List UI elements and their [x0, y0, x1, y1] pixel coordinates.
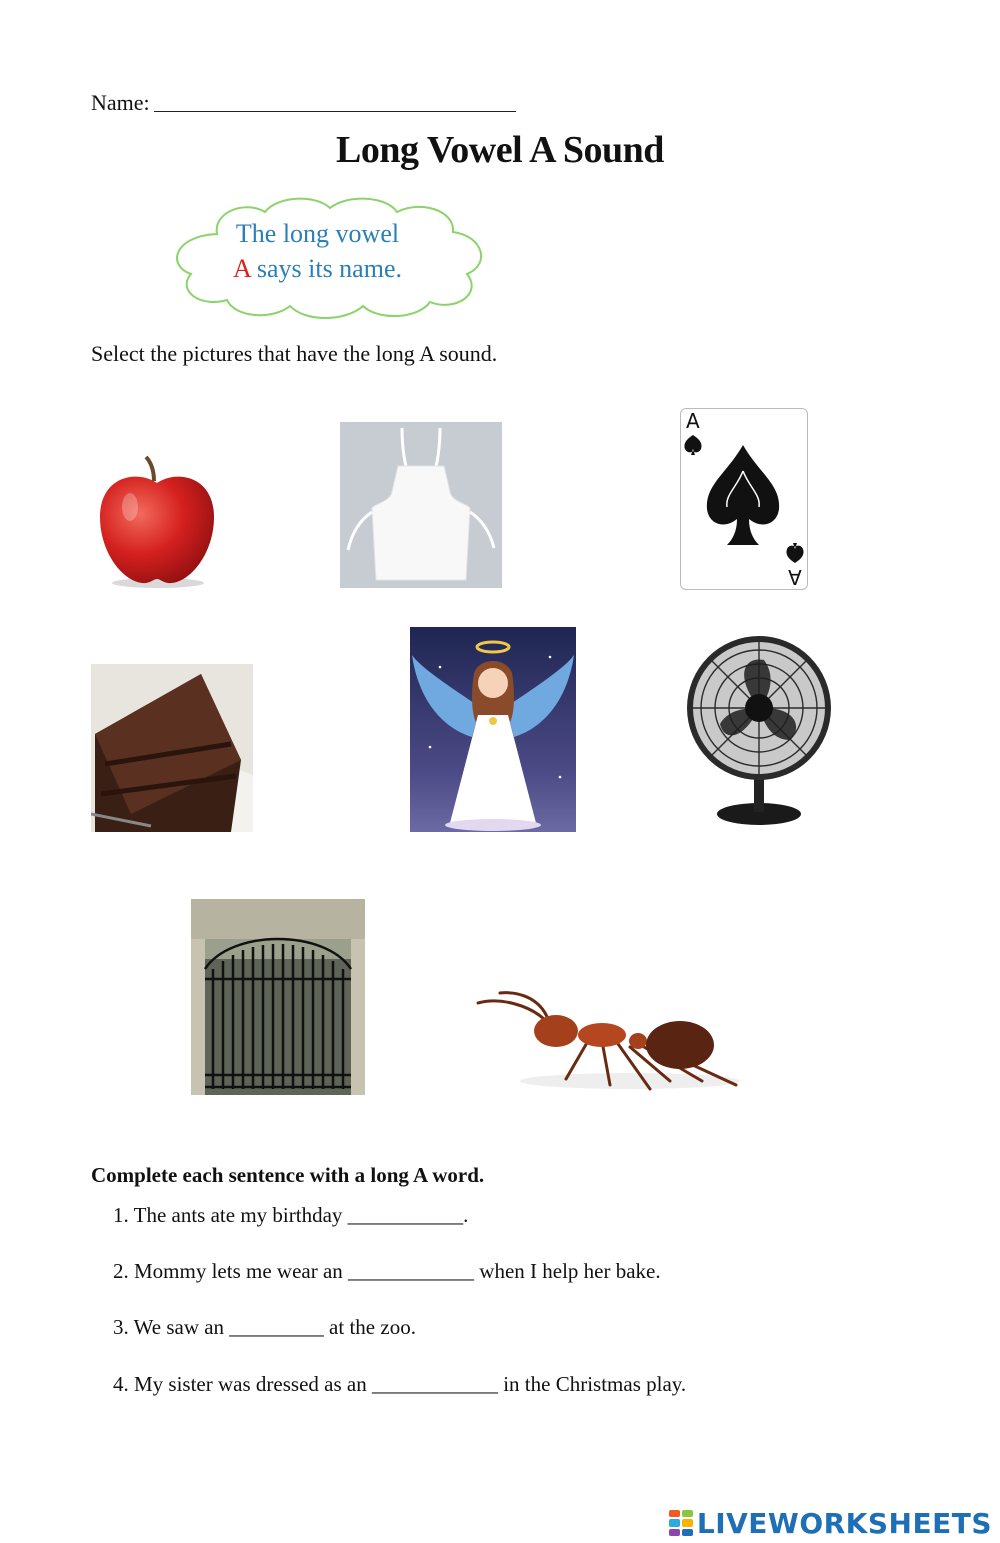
apple-image[interactable] [96, 455, 218, 590]
name-label: Name: [91, 90, 150, 115]
card-rank-bottom: A [788, 565, 802, 589]
cloud-line-2-rest: says its name. [250, 254, 402, 283]
sentence-3[interactable]: 3. We saw an _________ at the zoo. [113, 1315, 416, 1339]
sentence-4[interactable]: 4. My sister was dressed as an ____________ in the Christmas play. [113, 1372, 687, 1396]
cloud-letter-a: A [233, 254, 251, 283]
angel-image[interactable] [410, 627, 576, 832]
fan-image[interactable] [684, 636, 834, 828]
sentence-1[interactable]: 1. The ants ate my birthday ___________. [113, 1203, 469, 1227]
name-blank-line[interactable] [154, 91, 516, 112]
cloud-line-2 [205, 251, 430, 286]
card-rank-top: A [686, 409, 700, 433]
cloud-text [205, 216, 430, 286]
liveworksheets-logo-icon [669, 1510, 693, 1536]
footer-logo [669, 1503, 992, 1543]
chocolate-cake-image[interactable] [91, 664, 253, 832]
apron-image[interactable] [340, 422, 502, 588]
name-field [91, 90, 516, 116]
instruction-text: Select the pictures that have the long A sound. [91, 341, 498, 366]
ace-of-spades-card-image[interactable] [680, 408, 808, 590]
sentence-2[interactable]: 2. Mommy lets me wear an ____________ when I help her bake. [113, 1259, 661, 1283]
cloud-line-1: The long vowel [235, 219, 400, 248]
section-title: Complete each sentence with a long A word. [91, 1163, 485, 1187]
page-title: Long Vowel A Sound [336, 129, 664, 171]
gate-image[interactable] [191, 899, 365, 1095]
brand-name: LIVEWORKSHEETS [696, 1506, 992, 1540]
ant-image[interactable] [470, 985, 742, 1097]
